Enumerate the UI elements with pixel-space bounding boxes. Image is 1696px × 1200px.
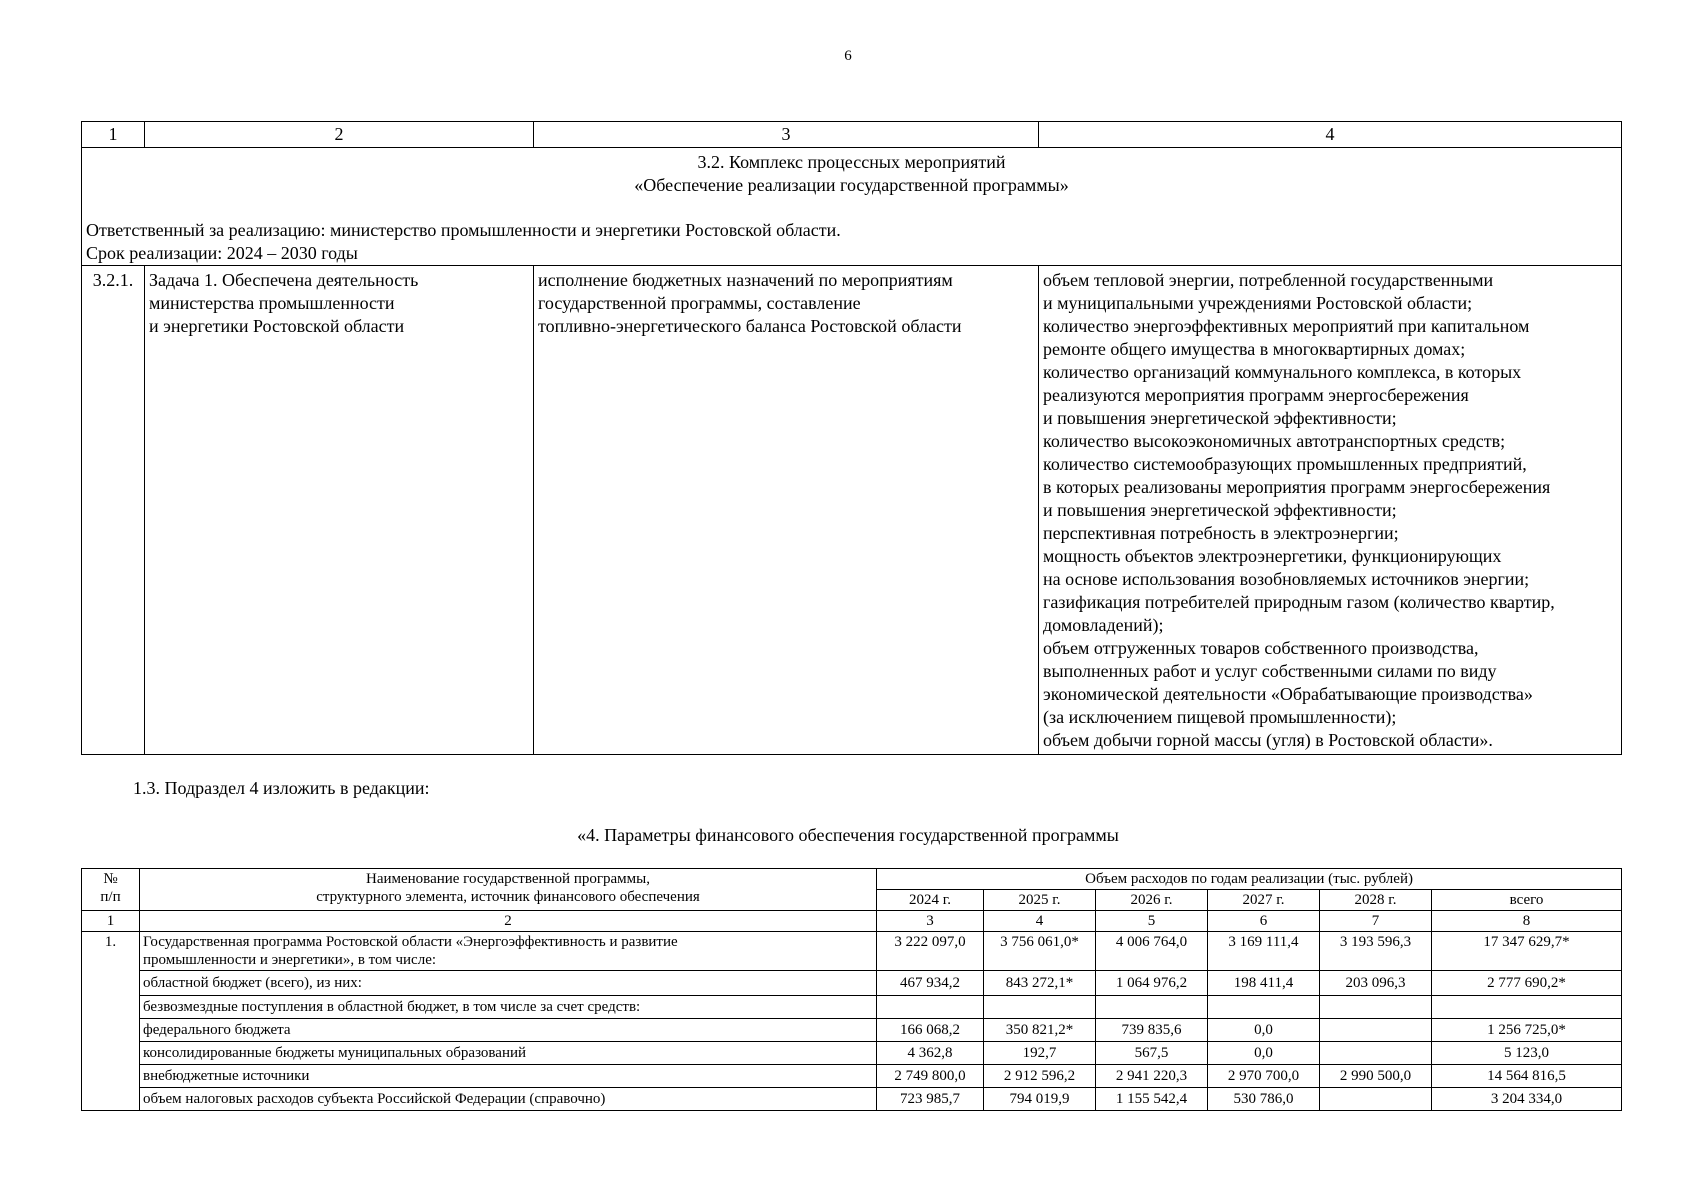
total-cell: 3 204 334,0 bbox=[1432, 1088, 1622, 1111]
row-name: консолидированные бюджеты муниципальных образований bbox=[140, 1042, 877, 1065]
value-cell: 1 064 976,2 bbox=[1096, 971, 1208, 996]
page-number: 6 bbox=[844, 48, 852, 64]
term-text: Срок реализации: 2024 – 2030 годы bbox=[86, 243, 358, 263]
section-title: 3.2. Комплекс процессных мероприятий «Обеспечение реализации государственной программы» bbox=[634, 152, 1069, 195]
responsible-text: Ответственный за реализацию: министерство промышленности и энергетики Ростовской области. bbox=[86, 220, 841, 240]
value-cell bbox=[877, 996, 984, 1019]
value-cell bbox=[1320, 996, 1432, 1019]
total-cell bbox=[1432, 996, 1622, 1019]
header-num-cell: № п/п bbox=[82, 869, 140, 911]
section-row bbox=[82, 148, 1622, 266]
value-cell: 2 941 220,3 bbox=[1096, 1065, 1208, 1088]
header-cell: 3 bbox=[534, 122, 1039, 148]
header-cell: 1 bbox=[82, 122, 145, 148]
row-index: 1. bbox=[82, 932, 140, 1111]
column-number: 6 bbox=[1208, 911, 1320, 932]
value-cell: 2 912 596,2 bbox=[984, 1065, 1096, 1088]
table-row bbox=[82, 971, 1622, 996]
row-name: областной бюджет (всего), из них: bbox=[140, 971, 877, 996]
value-cell: 530 786,0 bbox=[1208, 1088, 1320, 1111]
value-cell: 350 821,2* bbox=[984, 1019, 1096, 1042]
value-cell: 198 411,4 bbox=[1208, 971, 1320, 996]
table-row bbox=[82, 1065, 1622, 1088]
year-cell: 2026 г. bbox=[1096, 890, 1208, 911]
finance-table bbox=[81, 868, 1622, 1111]
table-row bbox=[82, 1019, 1622, 1042]
total-cell: 1 256 725,0* bbox=[1432, 1019, 1622, 1042]
row-name: объем налоговых расходов субъекта Российской Федерации (справочно) bbox=[140, 1088, 877, 1111]
row-name: Государственная программа Ростовской области «Энергоэффективность и развитие промышленности и энергетики», в том числе: bbox=[140, 932, 877, 971]
value-cell bbox=[1320, 1019, 1432, 1042]
value-cell: 739 835,6 bbox=[1096, 1019, 1208, 1042]
value-cell bbox=[1208, 996, 1320, 1019]
value-cell: 2 749 800,0 bbox=[877, 1065, 984, 1088]
header-cell: 2 bbox=[145, 122, 534, 148]
column-number: 2 bbox=[140, 911, 877, 932]
value-cell: 192,7 bbox=[984, 1042, 1096, 1065]
value-cell: 467 934,2 bbox=[877, 971, 984, 996]
table-row bbox=[82, 932, 1622, 971]
task-row bbox=[82, 266, 1622, 755]
table-header-row bbox=[82, 122, 1622, 148]
total-cell: 5 123,0 bbox=[1432, 1042, 1622, 1065]
column-number: 1 bbox=[82, 911, 140, 932]
column-number: 5 bbox=[1096, 911, 1208, 932]
total-cell: 14 564 816,5 bbox=[1432, 1065, 1622, 1088]
value-cell bbox=[1320, 1042, 1432, 1065]
effect-cell: исполнение бюджетных назначений по мероприятиям государственной программы, составление топливно-энергетического баланса Ростовской области bbox=[534, 266, 1039, 755]
value-cell: 3 193 596,3 bbox=[1320, 932, 1432, 971]
value-cell: 2 970 700,0 bbox=[1208, 1065, 1320, 1088]
year-cell: 2027 г. bbox=[1208, 890, 1320, 911]
value-cell: 3 756 061,0* bbox=[984, 932, 1096, 971]
table-header-row bbox=[82, 869, 1622, 890]
value-cell: 2 990 500,0 bbox=[1320, 1065, 1432, 1088]
indicators-cell: объем тепловой энергии, потребленной государственными и муниципальными учреждениями Ростовской области; количество энергоэффективных мероприятий при капитальном ремонте общего имущества в многоквартирных домах; количество организаций коммунального комплекса, в которых реализуются мероприятия программ энергосбережения и повышения энергетической эффективности; количество высокоэкономичных автотранспортных средств; количество системообразующих промышленных предприятий, в которых реализованы мероприятия программ энергосбережения и повышения энергетической эффективности; перспективная потребность в электроэнергии; мощность объектов электроэнергетики, функционирующих на основе использования возобновляемых источников энергии; газификация потребителей природным газом (количество квартир, домовладений); объем отгруженных товаров собственного производства, выполненных работ и услуг собственными силами по виду экономической деятельности «Обрабатывающие производства» (за исключением пищевой промышленности); объем добычи горной массы (угля) в Ростовской области». bbox=[1039, 266, 1622, 755]
total-cell: 2 777 690,2* bbox=[1432, 971, 1622, 996]
column-number: 7 bbox=[1320, 911, 1432, 932]
column-number-row bbox=[82, 911, 1622, 932]
year-cell: 2028 г. bbox=[1320, 890, 1432, 911]
row-name: внебюджетные источники bbox=[140, 1065, 877, 1088]
year-cell: 2025 г. bbox=[984, 890, 1096, 911]
table-row bbox=[82, 1088, 1622, 1111]
year-total-cell: всего bbox=[1432, 890, 1622, 911]
activities-table bbox=[81, 121, 1622, 755]
total-cell: 17 347 629,7* bbox=[1432, 932, 1622, 971]
value-cell: 4 006 764,0 bbox=[1096, 932, 1208, 971]
header-volume-cell: Объем расходов по годам реализации (тыс. рублей) bbox=[877, 869, 1622, 890]
task-number: 3.2.1. bbox=[82, 266, 145, 755]
value-cell bbox=[1096, 996, 1208, 1019]
value-cell: 794 019,9 bbox=[984, 1088, 1096, 1111]
section-cell bbox=[82, 148, 1622, 266]
row-name: федерального бюджета bbox=[140, 1019, 877, 1042]
column-number: 3 bbox=[877, 911, 984, 932]
year-cell: 2024 г. bbox=[877, 890, 984, 911]
column-number: 4 bbox=[984, 911, 1096, 932]
value-cell: 4 362,8 bbox=[877, 1042, 984, 1065]
value-cell: 0,0 bbox=[1208, 1042, 1320, 1065]
value-cell: 203 096,3 bbox=[1320, 971, 1432, 996]
row-name: безвозмездные поступления в областной бюджет, в том числе за счет средств: bbox=[140, 996, 877, 1019]
header-name-cell: Наименование государственной программы, структурного элемента, источник финансового обеспечения bbox=[140, 869, 877, 911]
section-heading: «4. Параметры финансового обеспечения государственной программы bbox=[577, 825, 1119, 845]
value-cell: 567,5 bbox=[1096, 1042, 1208, 1065]
value-cell: 1 155 542,4 bbox=[1096, 1088, 1208, 1111]
task-cell: Задача 1. Обеспечена деятельность министерства промышленности и энергетики Ростовской области bbox=[145, 266, 534, 755]
value-cell: 3 222 097,0 bbox=[877, 932, 984, 971]
value-cell: 0,0 bbox=[1208, 1019, 1320, 1042]
value-cell bbox=[1320, 1088, 1432, 1111]
table-row bbox=[82, 1042, 1622, 1065]
column-number: 8 bbox=[1432, 911, 1622, 932]
table-row bbox=[82, 996, 1622, 1019]
value-cell: 3 169 111,4 bbox=[1208, 932, 1320, 971]
edit-paragraph: 1.3. Подраздел 4 изложить в редакции: bbox=[133, 778, 430, 798]
value-cell bbox=[984, 996, 1096, 1019]
value-cell: 723 985,7 bbox=[877, 1088, 984, 1111]
value-cell: 843 272,1* bbox=[984, 971, 1096, 996]
value-cell: 166 068,2 bbox=[877, 1019, 984, 1042]
header-cell: 4 bbox=[1039, 122, 1622, 148]
